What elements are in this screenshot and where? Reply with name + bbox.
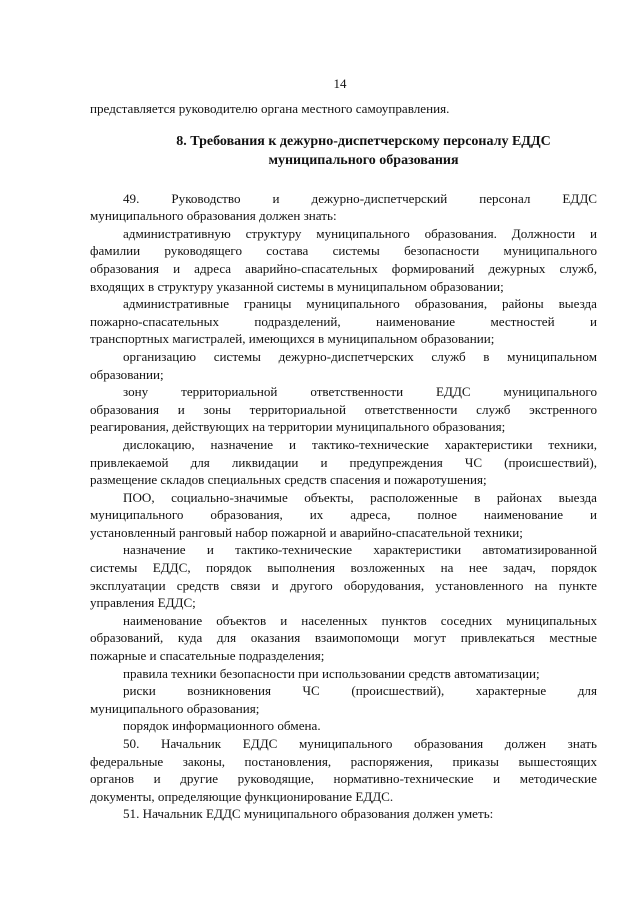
text-line: образования и зоны территориальной ответственности служб экстренного — [90, 401, 597, 417]
text-line: 50. Начальник ЕДДС муниципального образования должен знать — [123, 736, 597, 751]
text-line: привлекаемой для ликвидации и предупреждения ЧС (происшествий), — [90, 454, 597, 470]
text-line: фамилии руководящего состава системы безопасности муниципального — [90, 243, 597, 259]
section-heading-line-2: муниципального образования — [268, 152, 459, 168]
text-line: риски возникновения ЧС (происшествий), характерные для — [123, 683, 597, 699]
text-line: организацию системы дежурно-диспетчерских служб в муниципальном — [123, 348, 597, 364]
text-line: образований, куда для оказания взаимопомощи могут привлекаться местные — [90, 630, 597, 646]
text-line: муниципального образования должен знать: — [90, 208, 337, 224]
text-line: порядок информационного обмена. — [123, 718, 321, 734]
section-heading-line-1: 8. Требования к дежурно-диспетчерскому персоналу ЕДДС — [176, 133, 551, 149]
text-line: зону территориальной ответственности ЕДДС муниципального — [123, 384, 597, 400]
text-line: дислокацию, назначение и тактико-технические характеристики техники, — [123, 436, 597, 452]
text-line: правила техники безопасности при использовании средств автоматизации; — [123, 665, 540, 681]
text-line: муниципального образования, их адреса, полное наименование и — [90, 507, 597, 523]
text-line: реагирования, действующих на территории муниципального образования; — [90, 419, 506, 435]
text-line: административную структуру муниципального образования. Должности и — [123, 225, 597, 241]
text-line: пожарно-спасательных подразделений, наименование местностей и — [90, 313, 597, 329]
text-line: системы ЕДДС, порядок выполнения возложенных на нее задач, порядок — [90, 560, 597, 576]
text-line: установленный ранговый набор пожарной и аварийно-спасательной техники; — [90, 524, 523, 540]
text-line: пожарные и спасательные подразделения; — [90, 648, 325, 664]
text-line: муниципального образования; — [90, 700, 260, 716]
intro-line: представляется руководителю органа местного самоуправления. — [90, 101, 450, 116]
text-line: наименование объектов и населенных пунктов соседних муниципальных — [123, 612, 597, 628]
section-heading — [90, 132, 597, 170]
text-line: документы, определяющие функционирование ЕДДС. — [90, 788, 394, 804]
text-line: ПОО, социально-значимые объекты, расположенные в районах выезда — [123, 489, 597, 505]
text-line: управления ЕДДС; — [90, 595, 196, 611]
text-line: 49. Руководство и дежурно-диспетчерский персонал ЕДДС — [123, 190, 597, 206]
text-line: органов и другие руководящие, нормативно-технические и методические — [90, 771, 597, 787]
text-line: федеральные законы, постановления, распоряжения, приказы вышестоящих — [90, 753, 597, 769]
text-line: эксплуатации средств связи и другого оборудования, установленного на пункте — [90, 577, 597, 593]
text-line: образования и адреса аварийно-спасательных формирований дежурных служб, — [90, 260, 597, 276]
text-line: транспортных магистралей, имеющихся в муниципальном образовании; — [90, 331, 495, 347]
text-line: размещение складов специальных средств спасения и пожаротушения; — [90, 472, 487, 488]
text-line: входящих в структуру указанной системы в муниципальном образовании; — [90, 278, 504, 294]
text-line: образовании; — [90, 366, 164, 382]
text-line: административные границы муниципального образования, районы выезда — [123, 296, 597, 312]
text-line: 51. Начальник ЕДДС муниципального образования должен уметь: — [123, 806, 494, 822]
page-number: 14 — [333, 76, 347, 91]
text-line: назначение и тактико-технические характеристики автоматизированной — [123, 542, 597, 558]
document-body — [90, 100, 597, 823]
